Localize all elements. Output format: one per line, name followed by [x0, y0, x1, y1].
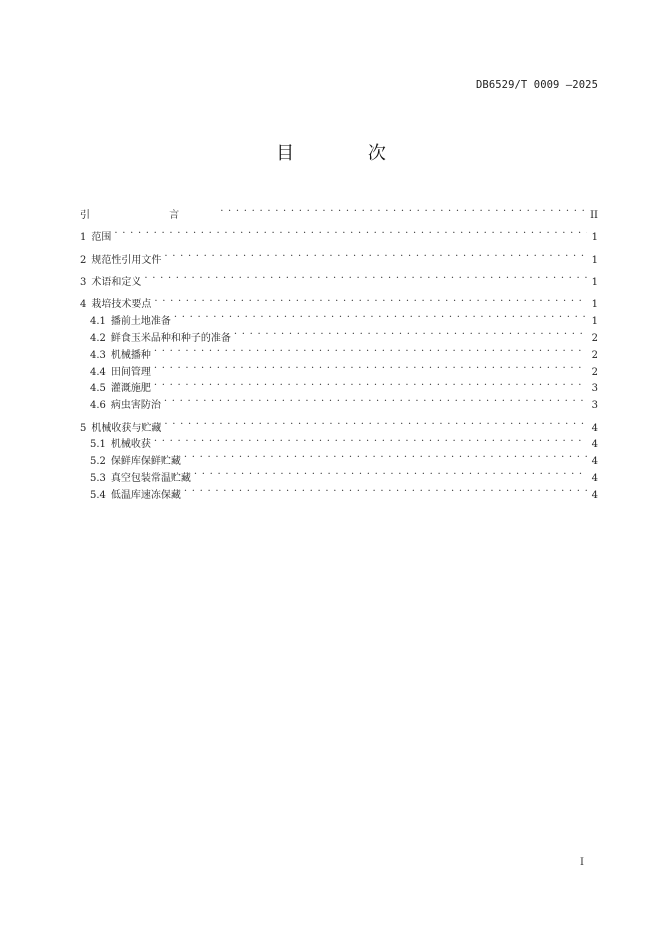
document-code: DB6529/T 0009 —2025	[475, 79, 598, 91]
toc-entry-label: 真空包装常温贮藏	[110, 472, 191, 484]
toc-entry-label: 机械播种	[110, 349, 151, 361]
toc-subentry[interactable]	[80, 391, 598, 412]
toc-entry-label: 术语和定义	[91, 276, 142, 288]
toc-dot-leader	[154, 358, 587, 375]
toc-dot-leader	[174, 307, 587, 324]
toc-entry-label: 机械收获	[110, 439, 151, 451]
toc-dot-leader	[154, 291, 587, 308]
toc-dot-leader	[154, 431, 587, 448]
toc-entry-page: 3	[591, 400, 598, 412]
toc-subentry[interactable]	[80, 375, 598, 395]
page-number: I	[580, 857, 584, 868]
toc-entry-number: 4	[80, 299, 87, 311]
toc-entry-number: 4.6	[90, 400, 106, 412]
toc-dot-leader	[154, 341, 587, 358]
toc-entry[interactable]	[80, 268, 598, 288]
toc-dot-leader	[164, 246, 587, 263]
toc-entry-page: 4	[591, 489, 598, 501]
toc-entry-number: 4.3	[90, 349, 106, 361]
toc-dot-leader	[184, 447, 587, 464]
toc-entry-page: 1	[591, 316, 598, 328]
toc-entry-label: 范围	[91, 232, 112, 244]
toc-entry-number: 2	[80, 254, 87, 266]
toc-entry[interactable]	[80, 201, 598, 221]
toc-entry-number: 5.1	[90, 439, 106, 451]
table-of-contents	[80, 201, 598, 501]
toc-entry-number: 3	[80, 276, 87, 288]
toc-entry-label: 灌溉施肥	[110, 383, 151, 395]
toc-dot-leader	[234, 324, 587, 341]
toc-entry-page: 2	[591, 366, 598, 378]
toc-entry-page: 3	[591, 383, 598, 395]
toc-entry-page: 4	[591, 456, 598, 468]
toc-entry-number: 5.2	[90, 456, 106, 468]
toc-entry-page: 4	[591, 439, 598, 451]
toc-entry-label: 低温库速冻保藏	[110, 489, 181, 501]
toc-dot-leader	[164, 391, 587, 408]
toc-dot-leader	[144, 268, 587, 285]
toc-entry-number: 5.3	[90, 472, 106, 484]
toc-entry[interactable]	[80, 414, 598, 434]
toc-subentry[interactable]	[80, 341, 598, 361]
toc-entry-number: 5.4	[90, 489, 106, 501]
toc-dot-leader	[184, 481, 587, 498]
toc-entry-number: 4.1	[90, 316, 106, 328]
toc-entry-page: 1	[591, 254, 598, 266]
toc-entry-label: 播前土地准备	[110, 316, 171, 328]
toc-entry-number: 5	[80, 422, 87, 434]
toc-entry-number: 1	[80, 232, 87, 244]
toc-entry-number: 4.2	[90, 332, 106, 344]
toc-entry-label: 机械收获与贮藏	[91, 422, 162, 434]
toc-entry-page: 1	[591, 276, 598, 288]
toc-dot-leader	[194, 464, 587, 481]
toc-entry-label: 栽培技术要点	[91, 299, 152, 311]
toc-entry-label: 规范性引用文件	[91, 254, 162, 266]
toc-entry-label: 引 言	[80, 209, 218, 221]
toc-entry[interactable]	[80, 246, 598, 266]
toc-dot-leader	[220, 201, 587, 218]
toc-dot-leader	[114, 223, 587, 240]
toc-entry-page: 2	[591, 332, 598, 344]
toc-entry-page: 4	[591, 422, 598, 434]
toc-entry-page: II	[590, 209, 598, 221]
toc-entry[interactable]	[80, 223, 598, 244]
toc-dot-leader	[154, 375, 587, 392]
toc-subentry[interactable]	[80, 431, 598, 451]
toc-entry-page: 1	[591, 232, 598, 244]
toc-entry[interactable]	[80, 291, 598, 311]
toc-entry-page: 4	[591, 472, 598, 484]
toc-subentry[interactable]	[80, 447, 598, 468]
page-title: 目 次	[276, 143, 420, 164]
toc-entry-page: 1	[591, 299, 598, 311]
toc-entry-label: 田间管理	[110, 366, 151, 378]
toc-entry-number: 4.5	[90, 383, 106, 395]
toc-subentry[interactable]	[80, 307, 598, 328]
toc-entry-page: 2	[591, 349, 598, 361]
toc-dot-leader	[164, 414, 587, 431]
toc-entry-label: 鲜食玉米品种和种子的准备	[110, 332, 231, 344]
toc-entry-number: 4.4	[90, 366, 106, 378]
toc-entry-label: 保鲜库保鲜贮藏	[110, 456, 181, 468]
toc-entry-label: 病虫害防治	[110, 400, 161, 412]
toc-subentry[interactable]	[80, 358, 598, 378]
